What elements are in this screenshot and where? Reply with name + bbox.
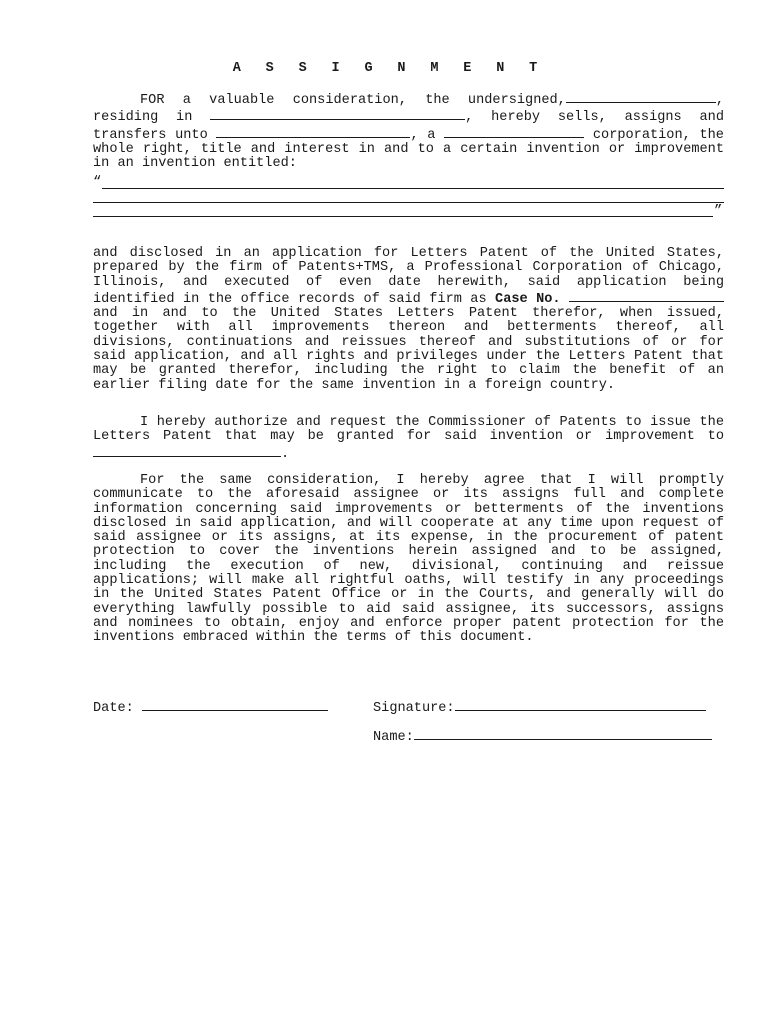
name-label: Name: xyxy=(373,730,414,745)
signature-field[interactable] xyxy=(455,698,706,711)
para1-text-2: , xyxy=(715,93,724,108)
para1-text-5: , a xyxy=(410,127,436,143)
assignee-field[interactable] xyxy=(216,126,410,138)
invention-title-line-1[interactable] xyxy=(102,188,724,189)
para1-text-6: corporation, the whole right, title and interest in and to a certain invention or improvement in an invention entitled: xyxy=(93,127,724,172)
invention-title-line-2[interactable] xyxy=(93,202,724,203)
assignor-name-field[interactable] xyxy=(566,91,716,103)
date-row xyxy=(93,698,328,716)
case-no-label: Case No. xyxy=(495,291,561,307)
para1-text-1: FOR a valuable consideration, the undersigned, xyxy=(140,93,566,108)
name-row xyxy=(373,727,712,745)
residence-field[interactable] xyxy=(210,108,465,120)
close-quote: ” xyxy=(714,203,723,219)
name-field[interactable] xyxy=(414,727,712,740)
paragraph-cooperation xyxy=(93,474,724,646)
date-label: Date: xyxy=(93,701,134,716)
open-quote: “ xyxy=(93,174,102,190)
para3-text-2: . xyxy=(281,446,290,462)
para2-text-2: and in and to the United States Letters Patent therefor, when issued, together with all improvements thereon and betterments thereof, all divisions, continuations and reissues thereof and substitutions of or for said application, and all rights and privileges under the Letters Patent that may be granted therefor, including the right to claim the benefit of an earlier filing date for the same invention in a foreign country. xyxy=(93,306,724,393)
paragraph-authorization xyxy=(93,416,724,462)
signature-row xyxy=(373,698,706,716)
para4-text-1: For the same consideration, I hereby agree that I will promptly communicate to the aforesaid assignee or its assigns full and complete information concerning said improvements or betterments of the inventions disclosed in said application, and will cooperate at any time upon request of said assignee or its assigns, at its expense, in the procurement of patent protection to cover the inventions herein assigned and to be assigned, including the execution of new, divisional, continuing and reissue applications; will make all rightful oaths, will testify in any proceedings in the United States Patent Office or in the Courts, and generally will do everything lawfully possible to aid said assignee, its successors, assigns and nominees to obtain, enjoy and enforce proper patent protection for the inventions embraced within the terms of this document. xyxy=(93,473,724,646)
issue-to-field[interactable] xyxy=(93,445,281,457)
paragraph-application xyxy=(93,247,724,393)
signature-label: Signature: xyxy=(373,701,455,716)
para1-text-4: , hereby sells, assigns and transfers unto xyxy=(93,110,724,143)
para3-text-1: I hereby authorize and request the Commissioner of Patents to issue the Letters Patent that may be granted for said invention or improvement to xyxy=(93,415,724,445)
case-no-field[interactable] xyxy=(569,290,724,302)
corporation-state-field[interactable] xyxy=(444,126,584,138)
date-field[interactable] xyxy=(142,698,328,711)
document-title: A S S I G N M E N T xyxy=(232,61,546,76)
paragraph-consideration xyxy=(93,91,724,171)
invention-title-line-3[interactable] xyxy=(93,216,713,217)
para2-text-1: and disclosed in an application for Letters Patent of the United States, prepared by the firm of Patents+TMS, a Professional Corporation of Chicago, Illinois, and executed of even date herewith, said application being identified in the office records of said firm as xyxy=(93,246,724,307)
para1-text-3: residing in xyxy=(93,110,193,126)
